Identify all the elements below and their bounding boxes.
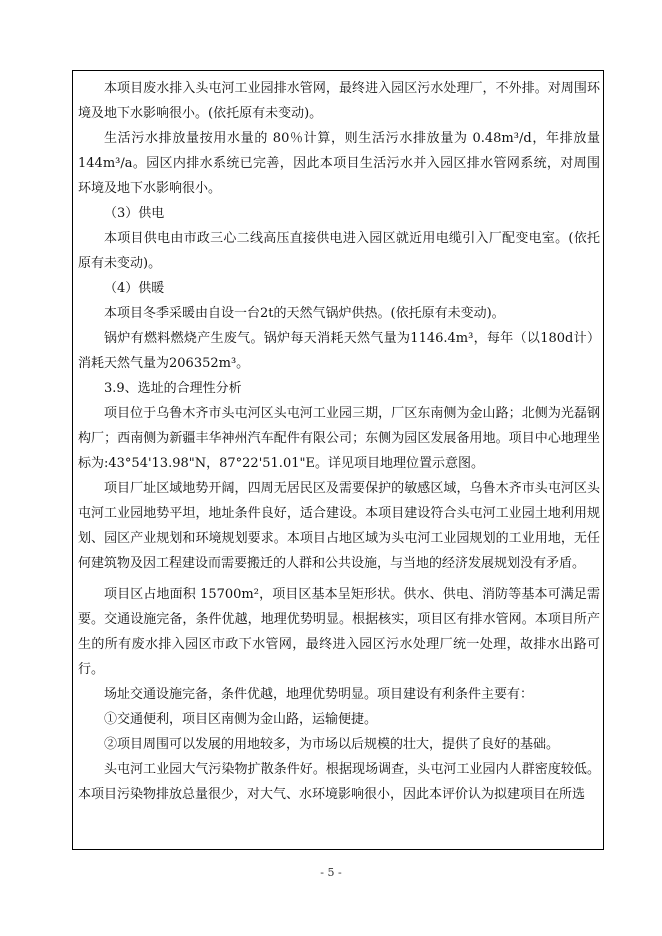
list-item: ①交通便利，项目区南侧为金山路，运输便捷。 — [104, 712, 378, 727]
section-heading: （3）供电 — [104, 206, 165, 221]
section-heading: 3.9、选址的合理性分析 — [104, 381, 242, 396]
paragraph: 本项目冬季采暖由自设一台2t的天然气锅炉供热。(依托原有未变动)。 — [104, 306, 505, 321]
section-heading: （4）供暖 — [104, 281, 165, 296]
list-item: ②项目周围可以发展的用地较多，为市场以后规模的壮大，提供了良好的基础。 — [104, 737, 560, 752]
page-number: - 5 - — [320, 866, 342, 879]
paragraph: 场址交通设施完备，条件优越，地理优势明显。项目建设有利条件主要有： — [104, 687, 534, 702]
paragraph: 项目区占地面积 15700m²，项目区基本呈矩形状。供水、供电、消防等基本可满足需要。交通设施完备，条件优越，地理优势明显。根据核实，项目区有排水管网。本项目所产生的所有废水排入园区市政下水管网，最终进入园区污水处理厂统一处理，故排水出路可行。 — [78, 587, 600, 677]
paragraph: 生活污水排放量按用水量的 80％计算，则生活污水排放量为 0.48m³/d，年排放量144m³/a。园区内排水系统已完善，因此本项目生活污水并入园区排水管网系统，对周围环境及地下水影响很小。 — [78, 131, 600, 196]
paragraph: 本项目废水排入头屯河工业园排水管网，最终进入园区污水处理厂，不外排。对周围环境及地下水影响很小。(依托原有未变动)。 — [78, 81, 600, 121]
paragraph: 头屯河工业园大气污染物扩散条件好。根据现场调查，头屯河工业园内人群密度较低。本项目污染物排放总量很少，对大气、水环境影响很小，因此本评价认为拟建项目在所选 — [78, 762, 600, 802]
paragraph: 项目位于乌鲁木齐市头屯河区头屯河工业园三期，厂区东南侧为金山路；北侧为光磊钢构厂；西南侧为新疆丰华神州汽车配件有限公司；东侧为园区发展备用地。项目中心地理坐标为:43°54'13.98"N，87°22'51.01"E。详见项目地理位置示意图。 — [78, 406, 600, 471]
paragraph: 项目厂址区域地势开阔，四周无居民区及需要保护的敏感区域，乌鲁木齐市头屯河区头屯河工业园地势平坦，地址条件良好，适合建设。本项目建设符合头屯河工业园土地利用规划、园区产业规划和环境规划要求。本项目占地区域为头屯河工业园规划的工业用地，无任何建筑物及因工程建设而需要搬迁的人群和公共设施，与当地的经济发展规划没有矛盾。 — [78, 481, 600, 571]
document-body — [78, 76, 600, 807]
paragraph: 本项目供电由市政三心二线高压直接供电进入园区就近用电缆引入厂配变电室。(依托原有未变动)。 — [78, 231, 600, 271]
paragraph: 锅炉有燃料燃烧产生废气。锅炉每天消耗天然气量为1146.4m³，每年（以180d计）消耗天然气量为206352m³。 — [78, 331, 600, 371]
